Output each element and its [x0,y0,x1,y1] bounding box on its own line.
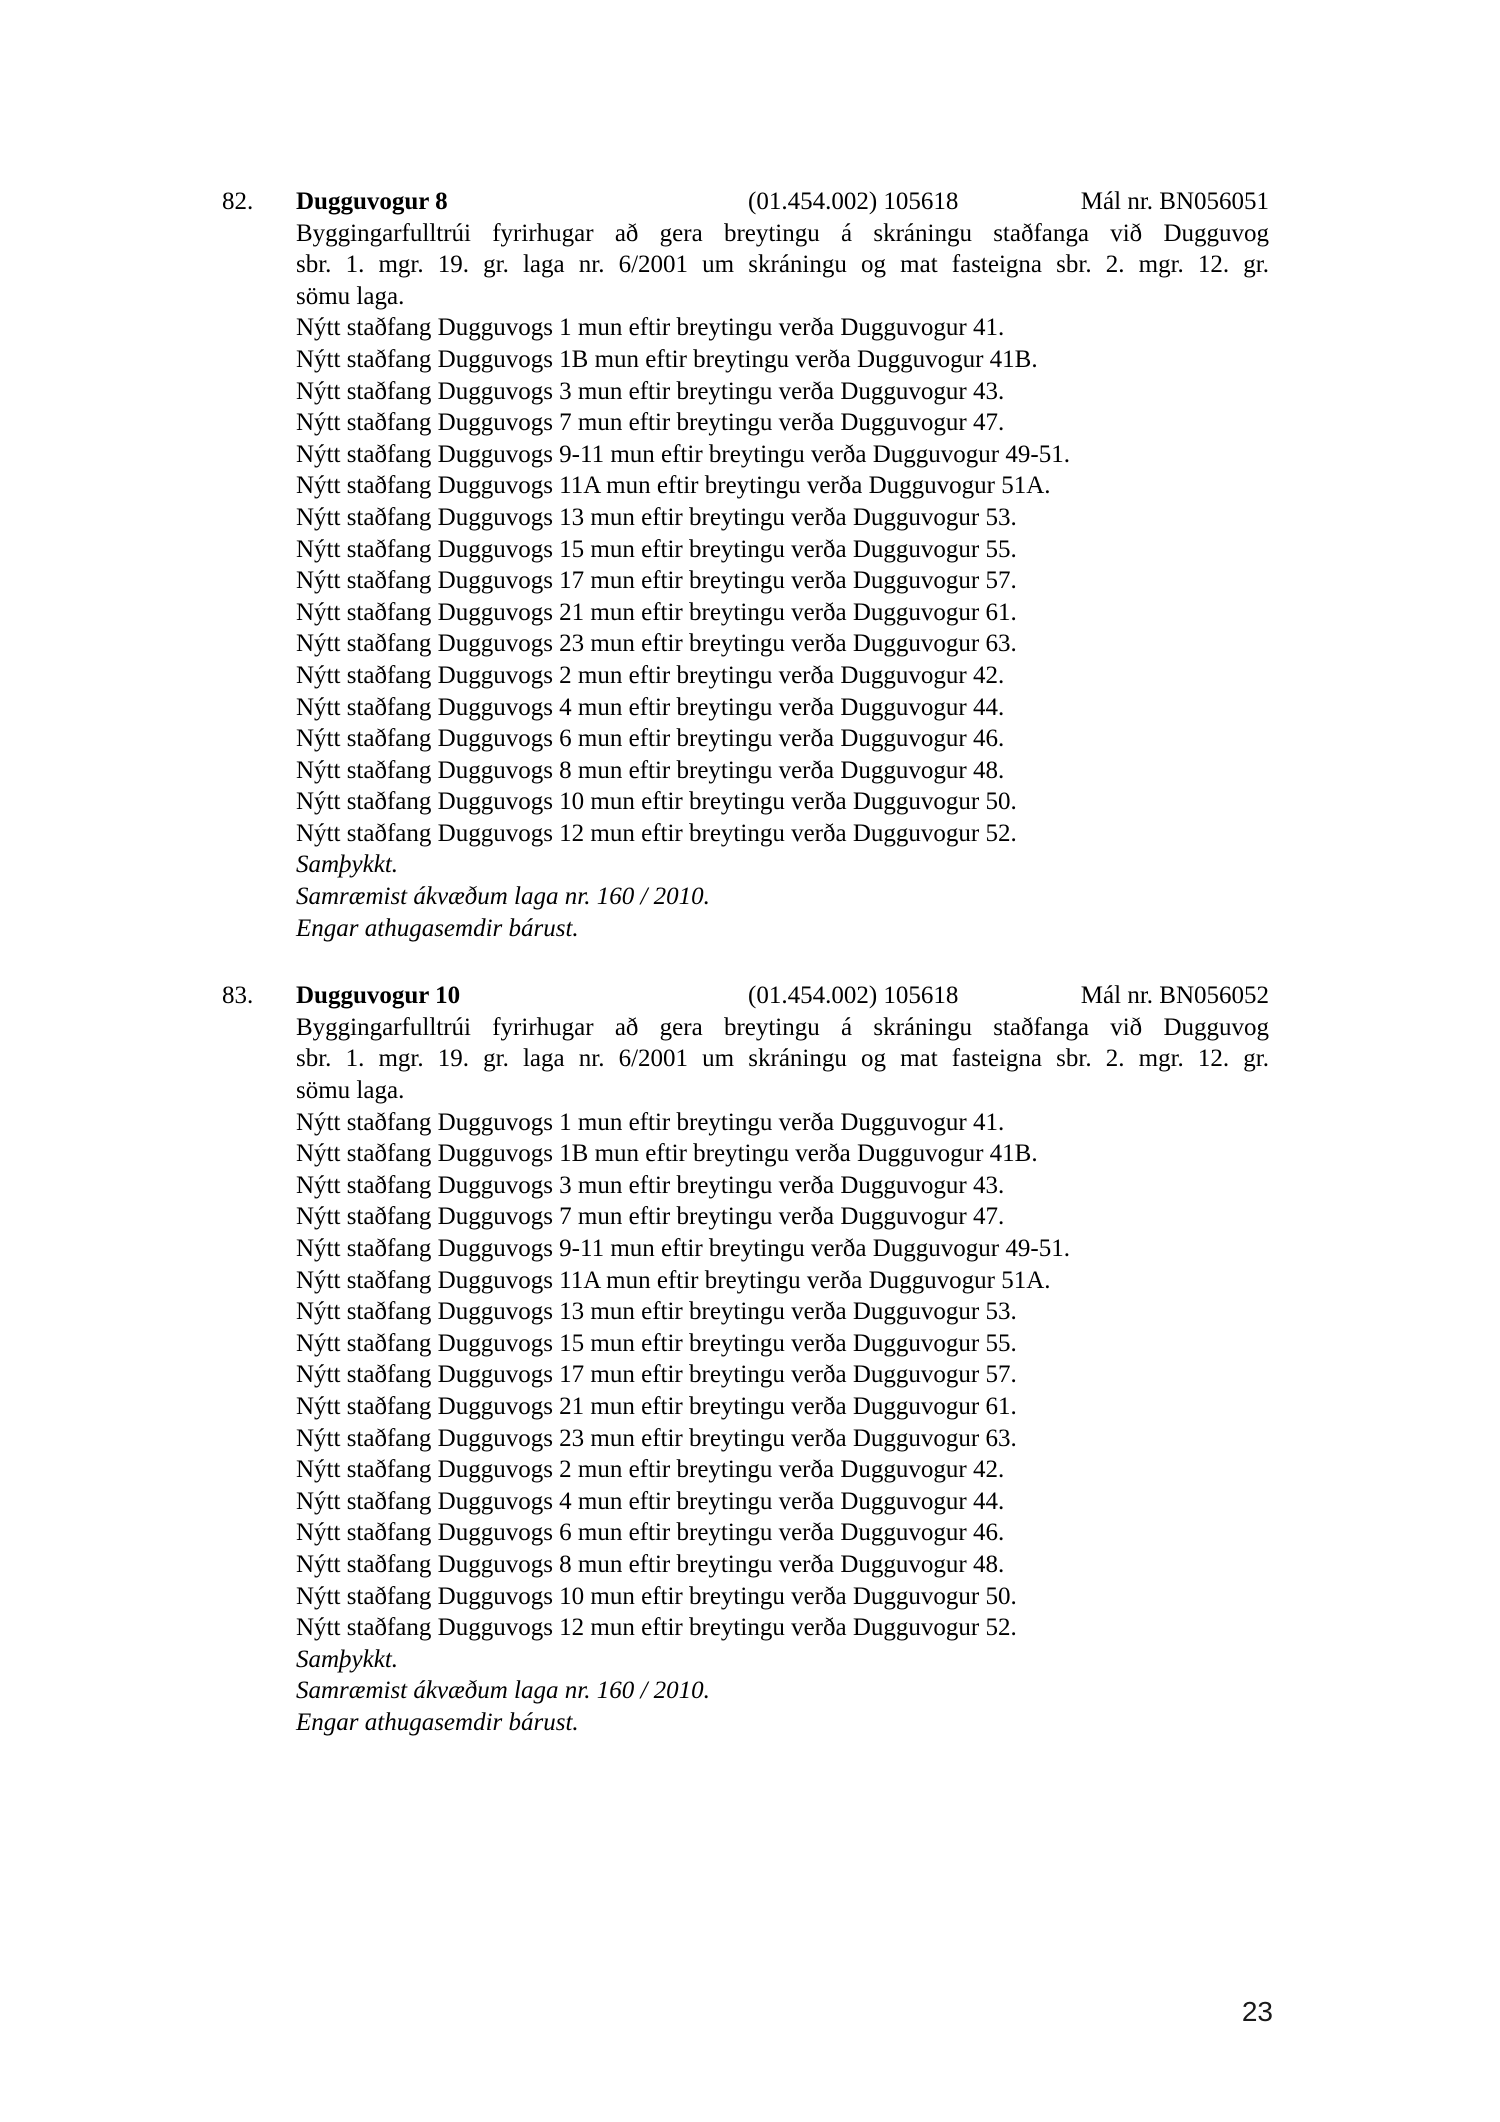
item-number: 82. [222,188,254,215]
intro-line: Byggingarfulltrúi fyrirhugar að gera breytingu á skráningu staðfanga við Dugguvog [296,219,1269,247]
address-change-line: Nýtt staðfang Dugguvogs 21 mun eftir breytingu verða Dugguvogur 61. [296,1392,1017,1420]
property-reference: (01.454.002) 105618 [748,982,959,1010]
agenda-item-82 [222,186,1269,944]
item-body [296,186,1269,944]
decision-line: Samþykkt. [296,1645,399,1673]
address-change-line: Nýtt staðfang Dugguvogs 3 mun eftir breytingu verða Dugguvogur 43. [296,377,1005,405]
case-number: Mál nr. BN056051 [1080,188,1269,215]
address-change-line: Nýtt staðfang Dugguvogs 15 mun eftir breytingu verða Dugguvogur 55. [296,1329,1017,1357]
property-reference: (01.454.002) 105618 [748,188,959,215]
intro-line: sbr. 1. mgr. 19. gr. laga nr. 6/2001 um skráningu og mat fasteigna sbr. 2. mgr. 12. gr. [296,251,1269,279]
address-change-line: Nýtt staðfang Dugguvogs 4 mun eftir breytingu verða Dugguvogur 44. [296,693,1005,721]
address-change-line: Nýtt staðfang Dugguvogs 6 mun eftir breytingu verða Dugguvogur 46. [296,1519,1005,1547]
address-change-line: Nýtt staðfang Dugguvogs 1 mun eftir breytingu verða Dugguvogur 41. [296,1108,1005,1136]
address-change-line: Nýtt staðfang Dugguvogs 2 mun eftir breytingu verða Dugguvogur 42. [296,661,1005,689]
address-change-line: Nýtt staðfang Dugguvogs 9-11 mun eftir breytingu verða Dugguvogur 49-51. [296,1235,1070,1262]
intro-line: sömu laga. [296,282,405,310]
item-body [296,980,1269,1738]
address-change-line: Nýtt staðfang Dugguvogs 10 mun eftir breytingu verða Dugguvogur 50. [296,788,1017,816]
address-change-line: Nýtt staðfang Dugguvogs 23 mun eftir breytingu verða Dugguvogur 63. [296,1424,1017,1452]
address-change-line: Nýtt staðfang Dugguvogs 8 mun eftir breytingu verða Dugguvogur 48. [296,1550,1005,1578]
decision-line: Engar athugasemdir bárust. [296,914,579,942]
page-number: 23 [1241,1996,1273,2027]
decision-line: Engar athugasemdir bárust. [296,1708,579,1736]
intro-line: Byggingarfulltrúi fyrirhugar að gera breytingu á skráningu staðfanga við Dugguvog [296,1013,1269,1041]
address-change-line: Nýtt staðfang Dugguvogs 15 mun eftir breytingu verða Dugguvogur 55. [296,535,1017,563]
address-change-line: Nýtt staðfang Dugguvogs 2 mun eftir breytingu verða Dugguvogur 42. [296,1456,1005,1484]
intro-line: sbr. 1. mgr. 19. gr. laga nr. 6/2001 um skráningu og mat fasteigna sbr. 2. mgr. 12. gr. [296,1045,1269,1073]
address-change-line: Nýtt staðfang Dugguvogs 17 mun eftir breytingu verða Dugguvogur 57. [296,567,1017,595]
address-change-line: Nýtt staðfang Dugguvogs 7 mun eftir breytingu verða Dugguvogur 47. [296,409,1005,437]
address-change-line: Nýtt staðfang Dugguvogs 21 mun eftir breytingu verða Dugguvogur 61. [296,598,1017,626]
item-header [296,186,1269,218]
address-change-line: Nýtt staðfang Dugguvogs 23 mun eftir breytingu verða Dugguvogur 63. [296,630,1017,658]
address-change-line: Nýtt staðfang Dugguvogs 11A mun eftir breytingu verða Dugguvogur 51A. [296,472,1051,500]
item-header [296,980,1269,1012]
address-change-line: Nýtt staðfang Dugguvogs 7 mun eftir breytingu verða Dugguvogur 47. [296,1203,1005,1231]
decision-line: Samræmist ákvæðum laga nr. 160 / 2010. [296,1677,710,1705]
address-change-line: Nýtt staðfang Dugguvogs 13 mun eftir breytingu verða Dugguvogur 53. [296,503,1017,531]
address-change-line: Nýtt staðfang Dugguvogs 1B mun eftir breytingu verða Dugguvogur 41B. [296,345,1038,373]
page-content [222,186,1269,1775]
address-change-line: Nýtt staðfang Dugguvogs 1B mun eftir breytingu verða Dugguvogur 41B. [296,1140,1038,1168]
address-change-line: Nýtt staðfang Dugguvogs 17 mun eftir breytingu verða Dugguvogur 57. [296,1361,1017,1389]
agenda-item-83 [222,980,1269,1738]
address-change-line: Nýtt staðfang Dugguvogs 12 mun eftir breytingu verða Dugguvogur 52. [296,1614,1017,1642]
address-change-line: Nýtt staðfang Dugguvogs 11A mun eftir breytingu verða Dugguvogur 51A. [296,1266,1051,1294]
address-change-line: Nýtt staðfang Dugguvogs 9-11 mun eftir breytingu verða Dugguvogur 49-51. [296,440,1070,468]
address-change-line: Nýtt staðfang Dugguvogs 8 mun eftir breytingu verða Dugguvogur 48. [296,756,1005,784]
address-change-line: Nýtt staðfang Dugguvogs 3 mun eftir breytingu verða Dugguvogur 43. [296,1171,1005,1199]
item-title: Dugguvogur 8 [296,188,448,215]
decision-line: Samræmist ákvæðum laga nr. 160 / 2010. [296,883,710,911]
item-number: 83. [222,982,254,1010]
address-change-line: Nýtt staðfang Dugguvogs 13 mun eftir breytingu verða Dugguvogur 53. [296,1298,1017,1326]
address-change-line: Nýtt staðfang Dugguvogs 4 mun eftir breytingu verða Dugguvogur 44. [296,1487,1005,1515]
case-number: Mál nr. BN056052 [1080,982,1269,1010]
address-change-line: Nýtt staðfang Dugguvogs 1 mun eftir breytingu verða Dugguvogur 41. [296,314,1005,342]
item-title: Dugguvogur 10 [296,982,461,1010]
address-change-line: Nýtt staðfang Dugguvogs 10 mun eftir breytingu verða Dugguvogur 50. [296,1582,1017,1610]
decision-line: Samþykkt. [296,851,399,879]
address-change-line: Nýtt staðfang Dugguvogs 6 mun eftir breytingu verða Dugguvogur 46. [296,725,1005,753]
address-change-line: Nýtt staðfang Dugguvogs 12 mun eftir breytingu verða Dugguvogur 52. [296,819,1017,847]
intro-line: sömu laga. [296,1077,405,1105]
